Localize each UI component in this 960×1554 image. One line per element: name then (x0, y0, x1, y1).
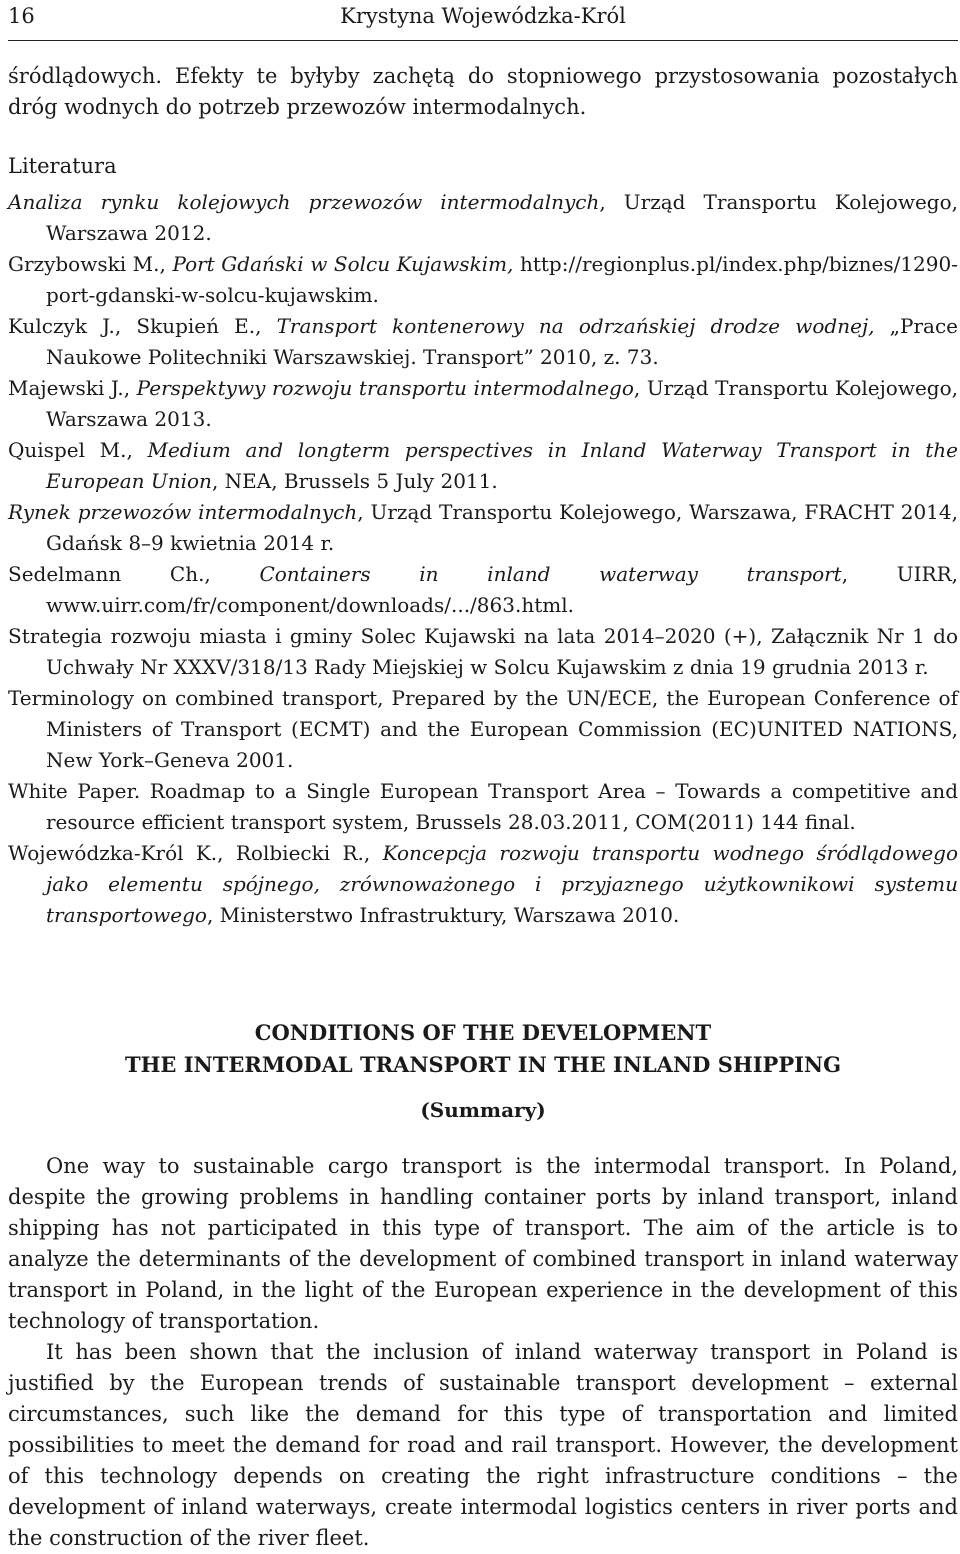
reference-item: Quispel M., Medium and longterm perspectives in Inland Waterway Transport in the European Union, NEA, Brussels 5 July 2011. (8, 438, 959, 493)
reference-item: Strategia rozwoju miasta i gminy Solec Kujawski na lata 2014–2020 (+), Załącznik Nr 1 do Uchwały Nr XXXV/318/13 Rady Miejskiej w Solcu Kujawskim z dnia 19 grudnia 2013 r. (8, 624, 958, 679)
intro-paragraph: śródlądowych. Efekty te byłyby zachętą do stopniowego przystosowania pozostałych dróg wodnych do potrzeb przewozów intermodalnych. (8, 64, 958, 119)
summary-paragraph: One way to sustainable cargo transport is the intermodal transport. In Poland, despite the growing problems in handling container ports by inland transport, inland shipping has not participated in this type of transport. The aim of the article is to analyze the determinants of the development of combined transport in inland waterway transport in Poland, in the light of the European experience in the development of this technology of transportation. (8, 1154, 958, 1333)
running-author: Krystyna Wojewódzka-Król (340, 4, 626, 28)
summary-body (8, 1151, 958, 1554)
reference-item: Majewski J., Perspektywy rozwoju transportu intermodalnego, Urząd Transportu Kolejowego, Warszawa 2013. (8, 376, 959, 431)
reference-item: Kulczyk J., Skupień E., Transport kontenerowy na odrzańskiej drodze wodnej, „Prace Naukowe Politechniki Warszawskiej. Transport” 2010, z. 73. (8, 314, 958, 369)
literature-heading: Literatura (8, 154, 117, 178)
summary-title-line: THE INTERMODAL TRANSPORT IN THE INLAND SHIPPING (124, 1052, 842, 1077)
summary-paragraph: It has been shown that the inclusion of inland waterway transport in Poland is justified by the European trends of sustainable transport development – external circumstances, such like the demand for this type of transportation and limited possibilities to meet the demand for road and rail transport. However, the development of this technology depends on creating the right infrastructure conditions – the development of inland waterways, create intermodal logistics centers in river ports and the construction of the river fleet. (8, 1340, 958, 1550)
page-number: 16 (8, 4, 35, 28)
reference-item: Grzybowski M., Port Gdański w Solcu Kujawskim, http://regionplus.pl/index.php/biznes/1290-port-gdanski-w-solcu-kujawskim. (8, 252, 958, 307)
summary-title (8, 1017, 958, 1081)
summary-title-line: CONDITIONS OF THE DEVELOPMENT (254, 1020, 712, 1045)
reference-item: Terminology on combined transport, Prepared by the UN/ECE, the European Conference of Ministers of Transport (ECMT) and the European Commission (EC)UNITED NATIONS, New York–Geneva 2001. (8, 686, 958, 772)
reference-item: Wojewódzka-Król K., Rolbiecki R., Koncepcja rozwoju transportu wodnego śródlądowego jako elementu spójnego, zrównoważonego i przyjaznego użytkownikowi systemu transportowego, Ministerstwo Infrastruktury, Warszawa 2010. (8, 841, 958, 927)
reference-item: Analiza rynku kolejowych przewozów intermodalnych, Urząd Transportu Kolejowego, Warszawa 2012. (8, 190, 958, 245)
reference-item: Sedelmann Ch., Containers in inland waterway transport, UIRR, www.uirr.com/fr/component/downloads/.../863.html. (8, 562, 958, 617)
reference-item: Rynek przewozów intermodalnych, Urząd Transportu Kolejowego, Warszawa, FRACHT 2014, Gdańsk 8–9 kwietnia 2014 r. (8, 500, 958, 555)
running-header (8, 0, 958, 41)
summary-subtitle: (Summary) (420, 1098, 546, 1122)
reference-item: White Paper. Roadmap to a Single European Transport Area – Towards a competitive and resource efficient transport system, Brussels 28.03.2011, COM(2011) 144 final. (8, 779, 958, 834)
reference-list (8, 187, 958, 931)
document-page (8, 0, 958, 1554)
